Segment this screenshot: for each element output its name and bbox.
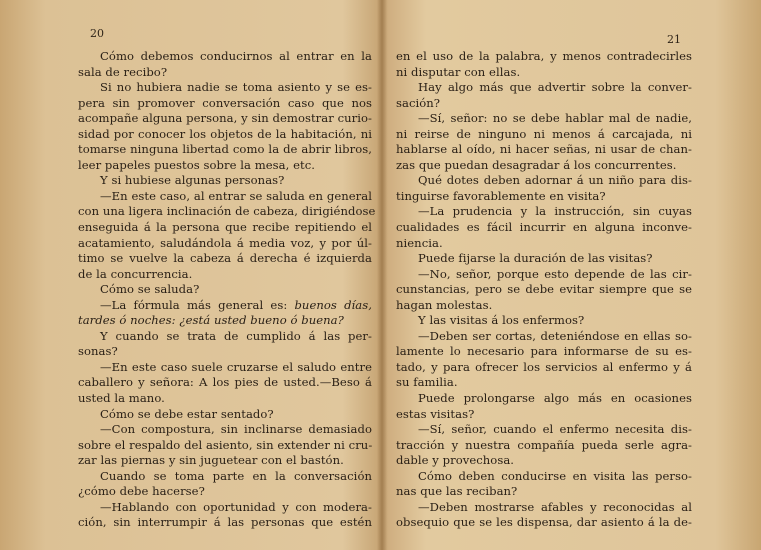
text-line-content: Si no hubiera nadie se toma asiento y se es- <box>100 80 372 95</box>
text-line-content: —En este caso, al entrar se saluda en general <box>100 188 372 203</box>
text-line <box>396 360 692 376</box>
text-line-content: estas visitas? <box>396 406 475 421</box>
text-line <box>78 142 372 158</box>
text-line-content: niencia. <box>396 235 443 250</box>
text-line <box>396 453 692 469</box>
italic-phrase: tardes ó noches: ¿está usted bueno ó buena? <box>78 313 344 328</box>
text-line-content: lamente lo necesario para informarse de su es- <box>396 344 692 359</box>
text-line <box>78 65 372 81</box>
text-line-content: hablarse al oído, ni hacer señas, ni usar de chan- <box>396 142 692 157</box>
text-line-content: tracción y nuestra compañía pueda serle agra- <box>396 437 692 452</box>
text-line-content: —Con compostura, sin inclinarse demasiado <box>100 422 372 437</box>
text-line-content: timo se vuelve la cabeza á derecha é izquierda <box>78 251 372 266</box>
text-line-content: sala de recibo? <box>78 64 168 79</box>
text-line-content: —Sí, señor, cuando el enfermo necesita dis- <box>418 422 692 437</box>
text-line-content: tomarse ninguna libertad como la de abrir libros, <box>78 142 372 157</box>
text-line <box>78 298 372 314</box>
italic-phrase: buenos días, <box>294 297 372 312</box>
text-line <box>78 220 372 236</box>
text-line <box>78 344 372 360</box>
text-line-content: usted la mano. <box>78 391 165 406</box>
text-line <box>396 96 692 112</box>
text-line-content: —La fórmula más general es: <box>100 297 295 312</box>
text-line <box>78 375 372 391</box>
text-line-content: Y cuando se trata de cumplido á las per- <box>100 328 372 343</box>
text-line-content: zas que puedan desagradar á los concurrentes. <box>396 157 677 172</box>
text-line-content: Cómo deben conducirse en visita las perso- <box>418 468 692 483</box>
text-line-content: de la concurrencia. <box>78 266 193 281</box>
text-line <box>78 189 372 205</box>
text-line <box>396 313 692 329</box>
text-line <box>396 80 692 96</box>
text-line-content: Cómo se debe estar sentado? <box>100 406 274 421</box>
text-line <box>78 469 372 485</box>
text-line <box>78 453 372 469</box>
text-line <box>78 422 372 438</box>
text-line-content: cunstancias, pero se debe evitar siempre que se <box>396 282 692 297</box>
text-line-content: leer papeles puestos sobre la mesa, etc. <box>78 157 315 172</box>
text-line <box>78 438 372 454</box>
text-line <box>78 127 372 143</box>
text-line <box>396 298 692 314</box>
text-line <box>396 391 692 407</box>
text-line-content: zar las piernas y sin juguetear con el bastón. <box>78 453 344 468</box>
text-line <box>78 158 372 174</box>
text-line <box>396 438 692 454</box>
text-line <box>396 344 692 360</box>
text-line-content: Qué dotes deben adornar á un niño para dis- <box>418 173 692 188</box>
text-line-content: su familia. <box>396 375 458 390</box>
text-line <box>78 80 372 96</box>
text-line-content: ni reirse de ninguno ni menos á carcajada, ni <box>396 126 692 141</box>
text-line <box>78 236 372 252</box>
text-line-content: Y las visitas á los enfermos? <box>418 313 585 328</box>
text-line <box>396 220 692 236</box>
text-line <box>78 515 372 531</box>
text-line <box>78 267 372 283</box>
text-line-content: con una ligera inclinación de cabeza, dirigiéndose <box>78 204 376 219</box>
text-line <box>396 407 692 423</box>
text-line-content: dable y provechosa. <box>396 453 515 468</box>
text-line-content: sidad por conocer los objetos de la habitación, ni <box>78 126 372 141</box>
text-line-content: acompañe alguna persona, y sin demostrar curio- <box>78 111 372 126</box>
text-line-content: —Sí, señor: no se debe hablar mal de nadie, <box>418 111 692 126</box>
text-line <box>396 251 692 267</box>
text-line-content: tinguirse favorablemente en visita? <box>396 188 606 203</box>
text-line-content: nas que las reciban? <box>396 484 518 499</box>
text-line-content: Cómo debemos conducirnos al entrar en la <box>100 49 372 63</box>
text-line-content: —Hablando con oportunidad y con modera- <box>100 499 372 514</box>
text-line <box>78 96 372 112</box>
right-page <box>384 0 761 550</box>
text-line <box>78 407 372 423</box>
text-line-content: ni disputar con ellas. <box>396 64 521 79</box>
text-line <box>396 204 692 220</box>
text-line <box>396 127 692 143</box>
text-line-content: Puede prolongarse algo más en ocasiones <box>418 391 692 406</box>
text-line-content: Cómo se saluda? <box>100 282 200 297</box>
text-line <box>396 49 692 65</box>
text-line-content: pera sin promover conversación caso que nos <box>78 95 372 110</box>
text-line-content: —Deben ser cortas, deteniéndose en ellas so- <box>418 328 692 343</box>
text-line-content: hagan molestas. <box>396 297 493 312</box>
page-number-left: 20 <box>90 27 104 40</box>
text-line-content: —En este caso suele cruzarse el saludo entre <box>100 359 372 374</box>
text-line-content: sación? <box>396 95 441 110</box>
text-line-content: acatamiento, saludándola á media voz, y por úl- <box>78 235 372 250</box>
text-line <box>396 375 692 391</box>
text-line-content: Y si hubiese algunas personas? <box>100 173 285 188</box>
text-line <box>396 142 692 158</box>
left-page <box>0 0 380 550</box>
text-line <box>396 469 692 485</box>
text-line <box>396 173 692 189</box>
text-line <box>396 158 692 174</box>
text-line-content: caballero y señora: A los pies de usted.—Beso á <box>78 375 372 390</box>
text-line-content: tado, y para ofrecer los servicios al enfermo y á <box>396 359 692 374</box>
text-line-content: en el uso de la palabra, y menos contradecirles <box>396 49 692 63</box>
text-line-content: enseguida á la persona que recibe repitiendo el <box>78 220 372 235</box>
text-line <box>78 329 372 345</box>
text-line <box>78 282 372 298</box>
text-line <box>396 282 692 298</box>
text-line-content: —Deben mostrarse afables y reconocidas al <box>418 499 692 514</box>
text-line-content: ción, sin interrumpir á las personas que estén <box>78 515 372 530</box>
text-line-content: sobre el respaldo del asiento, sin extender ni cru- <box>78 437 373 452</box>
text-line-content: ¿cómo debe hacerse? <box>78 484 205 499</box>
right-page-text <box>396 49 692 531</box>
text-line <box>396 189 692 205</box>
text-line-content: Hay algo más que advertir sobre la conver- <box>418 80 692 95</box>
text-line <box>78 251 372 267</box>
text-line <box>396 111 692 127</box>
text-line <box>396 329 692 345</box>
left-page-text <box>78 49 376 531</box>
text-line <box>78 360 372 376</box>
text-line <box>396 267 692 283</box>
text-line-content: sonas? <box>78 344 118 359</box>
text-line-content: cualidades es fácil incurrir en alguna inconve- <box>396 220 692 235</box>
text-line <box>78 204 376 220</box>
page-number-right: 21 <box>667 33 681 46</box>
text-line <box>396 65 692 81</box>
text-line-content: Cuando se toma parte en la conversación <box>100 468 372 483</box>
text-line <box>396 236 692 252</box>
text-line <box>78 484 372 500</box>
text-line-content: —No, señor, porque esto depende de las cir- <box>418 266 692 281</box>
text-line <box>78 313 372 329</box>
text-line <box>78 111 372 127</box>
text-line <box>78 173 372 189</box>
text-line <box>396 500 692 516</box>
text-line-content: —La prudencia y la instrucción, sin cuyas <box>418 204 692 219</box>
text-line <box>78 391 372 407</box>
text-line <box>78 500 372 516</box>
text-line <box>396 422 692 438</box>
text-line <box>78 49 372 65</box>
text-line-content: Puede fijarse la duración de las visitas? <box>418 251 653 266</box>
text-line-content: obsequio que se les dispensa, dar asiento á la de- <box>396 515 692 530</box>
text-line <box>396 484 692 500</box>
text-line <box>396 515 692 531</box>
